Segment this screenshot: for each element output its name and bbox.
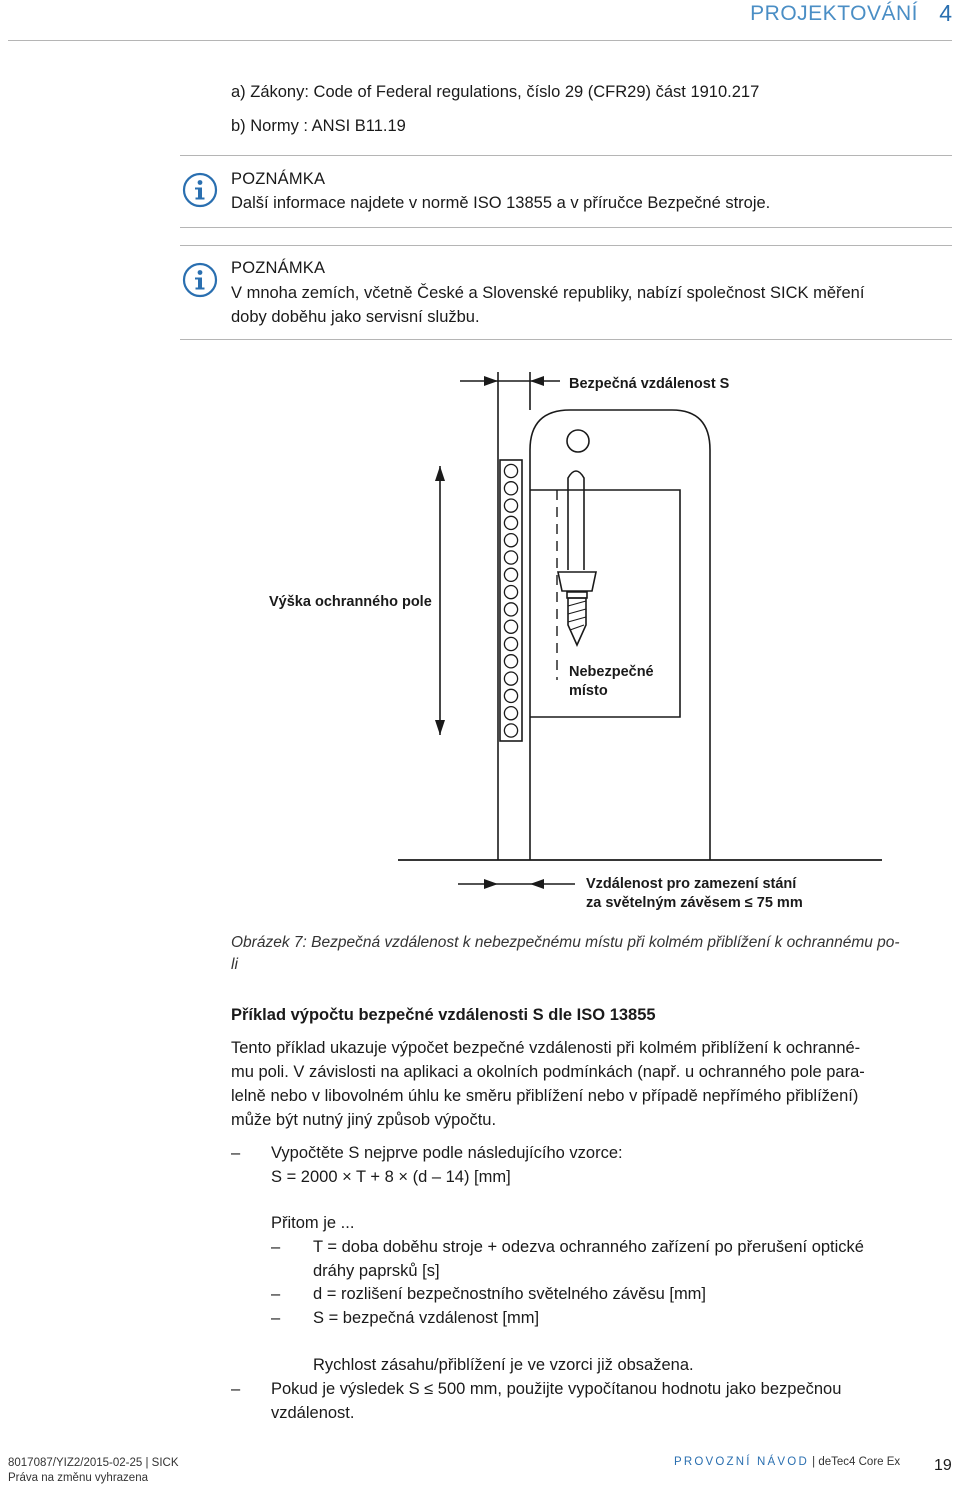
- example-heading: Příklad výpočtu bezpečné vzdálenosti S dle ISO 13855: [231, 1006, 656, 1024]
- footer-manual: PROVOZNÍ NÁVOD: [674, 1456, 809, 1468]
- arrow-icon: [435, 720, 445, 735]
- speed-note: Rychlost zásahu/přiblížení je ve vzorci již obsažena.: [313, 1356, 694, 1374]
- label-hazard-line-2: místo: [569, 683, 608, 699]
- list-bullet: –: [271, 1238, 281, 1256]
- note-1-label: POZNÁMKA: [231, 170, 326, 188]
- note-2-label: POZNÁMKA: [231, 259, 326, 277]
- list-bullet: –: [271, 1309, 281, 1327]
- step-1-line-1: Vypočtěte S nejprve podle následujícího vzorce:: [271, 1144, 623, 1162]
- note-2-bottom-rule: [180, 339, 952, 340]
- arrow-icon: [484, 376, 498, 386]
- definition-t-line-2: dráhy paprsků [s]: [313, 1262, 440, 1280]
- step-2-line-2: vzdálenost.: [271, 1404, 355, 1422]
- header-rule: [8, 40, 952, 41]
- footer-rights: Práva na změnu vyhrazena: [8, 1472, 148, 1484]
- chapter-number: 4: [939, 0, 952, 26]
- note-1-top-rule: [180, 155, 952, 156]
- note-2-text-line-2: doby doběhu jako servisní službu.: [231, 308, 480, 326]
- law-item-b: b) Normy : ANSI B11.19: [231, 117, 406, 135]
- where-label: Přitom je ...: [271, 1214, 355, 1232]
- label-safety-distance: Bezpečná vzdálenost S: [569, 376, 730, 392]
- formula: S = 2000 × T + 8 × (d – 14) [mm]: [271, 1168, 511, 1186]
- definition-t-line-1: T = doba doběhu stroje + odezva ochranného zařízení po přerušení optické: [313, 1238, 864, 1256]
- label-standing-line-2: za světelným závěsem ≤ 75 mm: [586, 895, 803, 911]
- info-icon: [182, 172, 218, 208]
- arrow-icon: [530, 879, 544, 889]
- section-title: PROJEKTOVÁNÍ: [750, 2, 918, 25]
- step-2-line-1: Pokud je výsledek S ≤ 500 mm, použijte vypočítanou hodnotu jako bezpečnou: [271, 1380, 842, 1398]
- footer-doc-id: 8017087/YIZ2/2015-02-25 | SICK: [8, 1457, 179, 1469]
- light-curtain: [500, 460, 522, 741]
- definition-s: S = bezpečná vzdálenost [mm]: [313, 1309, 540, 1327]
- arrow-icon: [484, 879, 498, 889]
- page-number: 19: [934, 1457, 952, 1474]
- list-bullet: –: [231, 1380, 241, 1398]
- example-paragraph-line-3: lelně nebo v libovolném úhlu ke směru přiblížení nebo v případě nepřímého přiblížení): [231, 1087, 859, 1105]
- footer-product: | deTec4 Core Ex: [812, 1456, 901, 1468]
- list-bullet: –: [271, 1285, 281, 1303]
- tool-chuck: [558, 572, 596, 591]
- example-paragraph-line-4: může být nutný jiný způsob výpočtu.: [231, 1111, 497, 1129]
- note-2-text-line-1: V mnoha zemích, včetně České a Slovenské republiky, nabízí společnost SICK měření: [231, 284, 865, 302]
- example-paragraph-line-2: mu poli. V závislosti na aplikaci a okolních podmínkách (např. u ochranného pole para-: [231, 1063, 865, 1081]
- example-paragraph-line-1: Tento příklad ukazuje výpočet bezpečné vzdálenosti při kolmém přiblížení k ochranné-: [231, 1039, 861, 1057]
- tool-shaft: [568, 471, 584, 570]
- definition-d: d = rozlišení bezpečnostního světelného závěsu [mm]: [313, 1285, 707, 1303]
- label-standing-line-1: Vzdálenost pro zamezení stání: [586, 876, 797, 892]
- list-bullet: –: [231, 1144, 241, 1162]
- note-1-bottom-rule: [180, 227, 952, 228]
- machine-indicator: [567, 430, 589, 452]
- note-1-text: Další informace najdete v normě ISO 13855 a v příručce Bezpečné stroje.: [231, 194, 771, 212]
- tool-collar: [567, 592, 587, 598]
- label-field-height: Výška ochranného pole: [269, 594, 432, 610]
- arrow-icon: [435, 466, 445, 481]
- law-item-a: a) Zákony: Code of Federal regulations, číslo 29 (CFR29) část 1910.217: [231, 83, 760, 101]
- info-icon: [182, 262, 218, 298]
- figure-caption-line-1: Obrázek 7: Bezpečná vzdálenost k nebezpečnému místu při kolmém přiblížení k ochrannému po-: [231, 934, 900, 951]
- figure-caption-line-2: li: [231, 956, 238, 973]
- label-hazard-line-1: Nebezpečné: [569, 664, 654, 680]
- note-2-top-rule: [180, 245, 952, 246]
- footer-manual-info: [674, 1456, 900, 1468]
- arrow-icon: [530, 376, 544, 386]
- safety-distance-figure: [0, 355, 960, 925]
